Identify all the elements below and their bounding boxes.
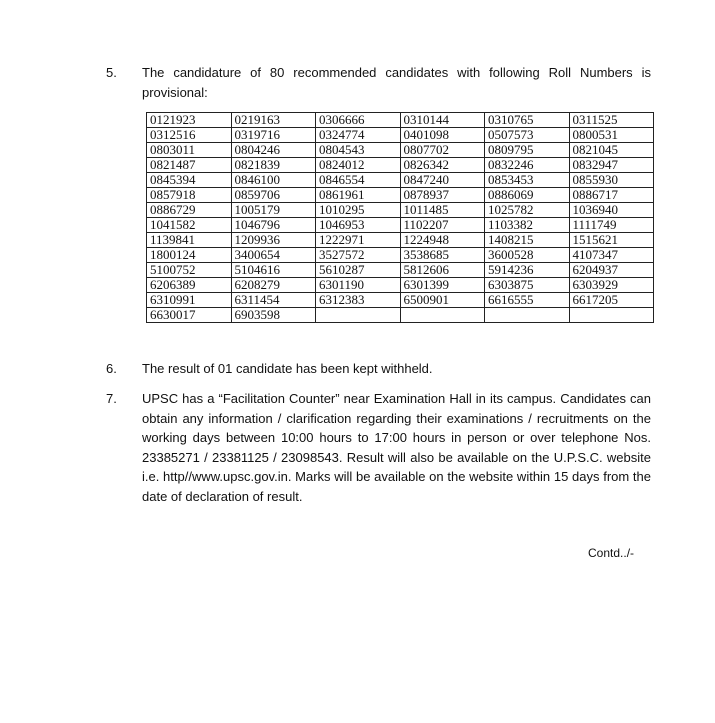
roll-number-cell: 0121923 — [147, 113, 232, 128]
roll-number-cell: 0804246 — [231, 143, 316, 158]
roll-number-cell: 0886717 — [569, 188, 654, 203]
roll-number-cell: 1103382 — [485, 218, 570, 233]
roll-number-cell: 0311525 — [569, 113, 654, 128]
roll-number-cell: 0324774 — [316, 128, 401, 143]
roll-number-cell: 0821045 — [569, 143, 654, 158]
roll-number-cell — [485, 308, 570, 323]
roll-number-cell: 0846100 — [231, 173, 316, 188]
table-row — [147, 113, 654, 128]
table-row — [147, 293, 654, 308]
roll-number-cell: 0401098 — [400, 128, 485, 143]
roll-number-cell: 1111749 — [569, 218, 654, 233]
roll-number-cell: 6617205 — [569, 293, 654, 308]
roll-number-cell: 0803011 — [147, 143, 232, 158]
roll-number-cell: 0826342 — [400, 158, 485, 173]
roll-number-cell: 0832947 — [569, 158, 654, 173]
roll-number-cell: 0859706 — [231, 188, 316, 203]
roll-number-cell: 0310144 — [400, 113, 485, 128]
table-row — [147, 248, 654, 263]
roll-number-cell: 6301190 — [316, 278, 401, 293]
roll-number-cell: 6312383 — [316, 293, 401, 308]
roll-number-cell — [316, 308, 401, 323]
roll-number-cell: 0861961 — [316, 188, 401, 203]
roll-number-cell: 1222971 — [316, 233, 401, 248]
roll-number-cell: 3400654 — [231, 248, 316, 263]
roll-number-cell — [569, 308, 654, 323]
roll-number-cell: 0310765 — [485, 113, 570, 128]
roll-number-cell: 6630017 — [147, 308, 232, 323]
roll-number-cell: 0846554 — [316, 173, 401, 188]
table-row — [147, 278, 654, 293]
paragraph-6-number: 6. — [106, 361, 117, 376]
roll-number-cell: 6301399 — [400, 278, 485, 293]
roll-number-cell: 0312516 — [147, 128, 232, 143]
roll-number-cell: 6310991 — [147, 293, 232, 308]
roll-number-cell: 0821839 — [231, 158, 316, 173]
table-row — [147, 188, 654, 203]
paragraph-7 — [106, 389, 656, 506]
roll-number-cell: 6311454 — [231, 293, 316, 308]
roll-number-cell: 6303875 — [485, 278, 570, 293]
paragraph-5-text: The candidature of 80 recommended candidates with following Roll Numbers is provisional: — [142, 65, 651, 100]
roll-number-cell: 1005179 — [231, 203, 316, 218]
roll-number-cell: 5914236 — [485, 263, 570, 278]
roll-number-cell: 0219163 — [231, 113, 316, 128]
table-row — [147, 263, 654, 278]
roll-number-cell: 6303929 — [569, 278, 654, 293]
roll-number-cell: 1515621 — [569, 233, 654, 248]
roll-number-cell: 0857918 — [147, 188, 232, 203]
paragraph-7-text: UPSC has a “Facilitation Counter” near Examination Hall in its campus. Candidates can obtain any information / clarification regarding their examinations / recruitments on the working days between 10:00 hours to 17:00 hours in person or over telephone Nos. 23385271 / 23381125 / 23098543. Result will also be available on the U.P.S.C. website i.e. http//www.upsc.gov.in. Marks will be available on the website within 15 days from the date of declaration of result. — [142, 391, 651, 504]
roll-number-cell: 1209936 — [231, 233, 316, 248]
roll-number-cell: 5610287 — [316, 263, 401, 278]
roll-number-cell: 6500901 — [400, 293, 485, 308]
roll-number-cell: 5100752 — [147, 263, 232, 278]
roll-number-cell: 6208279 — [231, 278, 316, 293]
roll-number-cell: 1408215 — [485, 233, 570, 248]
roll-number-cell: 1102207 — [400, 218, 485, 233]
roll-number-cell: 6616555 — [485, 293, 570, 308]
roll-number-cell: 1036940 — [569, 203, 654, 218]
table-row — [147, 158, 654, 173]
roll-number-cell: 5104616 — [231, 263, 316, 278]
table-row — [147, 128, 654, 143]
roll-number-cell: 0832246 — [485, 158, 570, 173]
roll-number-cell: 0878937 — [400, 188, 485, 203]
roll-number-cell: 0319716 — [231, 128, 316, 143]
roll-number-cell: 1046953 — [316, 218, 401, 233]
roll-number-cell: 6903598 — [231, 308, 316, 323]
roll-number-cell: 0855930 — [569, 173, 654, 188]
roll-number-cell: 3527572 — [316, 248, 401, 263]
roll-number-cell: 3600528 — [485, 248, 570, 263]
table-row — [147, 203, 654, 218]
roll-number-cell: 1800124 — [147, 248, 232, 263]
roll-number-cell: 3538685 — [400, 248, 485, 263]
roll-number-cell: 4107347 — [569, 248, 654, 263]
roll-number-cell: 1041582 — [147, 218, 232, 233]
roll-number-cell: 5812606 — [400, 263, 485, 278]
roll-number-cell: 1011485 — [400, 203, 485, 218]
roll-number-cell: 0800531 — [569, 128, 654, 143]
roll-number-cell: 0306666 — [316, 113, 401, 128]
roll-number-cell: 0507573 — [485, 128, 570, 143]
table-row — [147, 233, 654, 248]
continued-note: Contd../- — [588, 546, 635, 560]
roll-number-cell: 1046796 — [231, 218, 316, 233]
roll-number-cell: 0809795 — [485, 143, 570, 158]
roll-number-cell: 0821487 — [147, 158, 232, 173]
table-row — [147, 218, 654, 233]
paragraph-6 — [106, 359, 656, 379]
paragraph-5-number: 5. — [106, 65, 117, 80]
roll-number-cell: 0847240 — [400, 173, 485, 188]
table-row — [147, 143, 654, 158]
roll-number-cell: 0824012 — [316, 158, 401, 173]
paragraph-7-number: 7. — [106, 391, 117, 406]
roll-numbers-table — [146, 112, 654, 323]
paragraph-6-text: The result of 01 candidate has been kept withheld. — [142, 361, 433, 376]
roll-number-cell: 0853453 — [485, 173, 570, 188]
roll-number-cell: 0886069 — [485, 188, 570, 203]
roll-number-cell: 6204937 — [569, 263, 654, 278]
roll-number-cell: 0807702 — [400, 143, 485, 158]
roll-number-cell: 0886729 — [147, 203, 232, 218]
paragraph-5 — [106, 63, 656, 102]
roll-number-cell: 0804543 — [316, 143, 401, 158]
roll-number-cell: 6206389 — [147, 278, 232, 293]
roll-number-cell — [400, 308, 485, 323]
roll-number-cell: 1010295 — [316, 203, 401, 218]
table-row — [147, 308, 654, 323]
roll-number-cell: 1139841 — [147, 233, 232, 248]
roll-number-cell: 1224948 — [400, 233, 485, 248]
table-row — [147, 173, 654, 188]
roll-number-cell: 0845394 — [147, 173, 232, 188]
roll-number-cell: 1025782 — [485, 203, 570, 218]
